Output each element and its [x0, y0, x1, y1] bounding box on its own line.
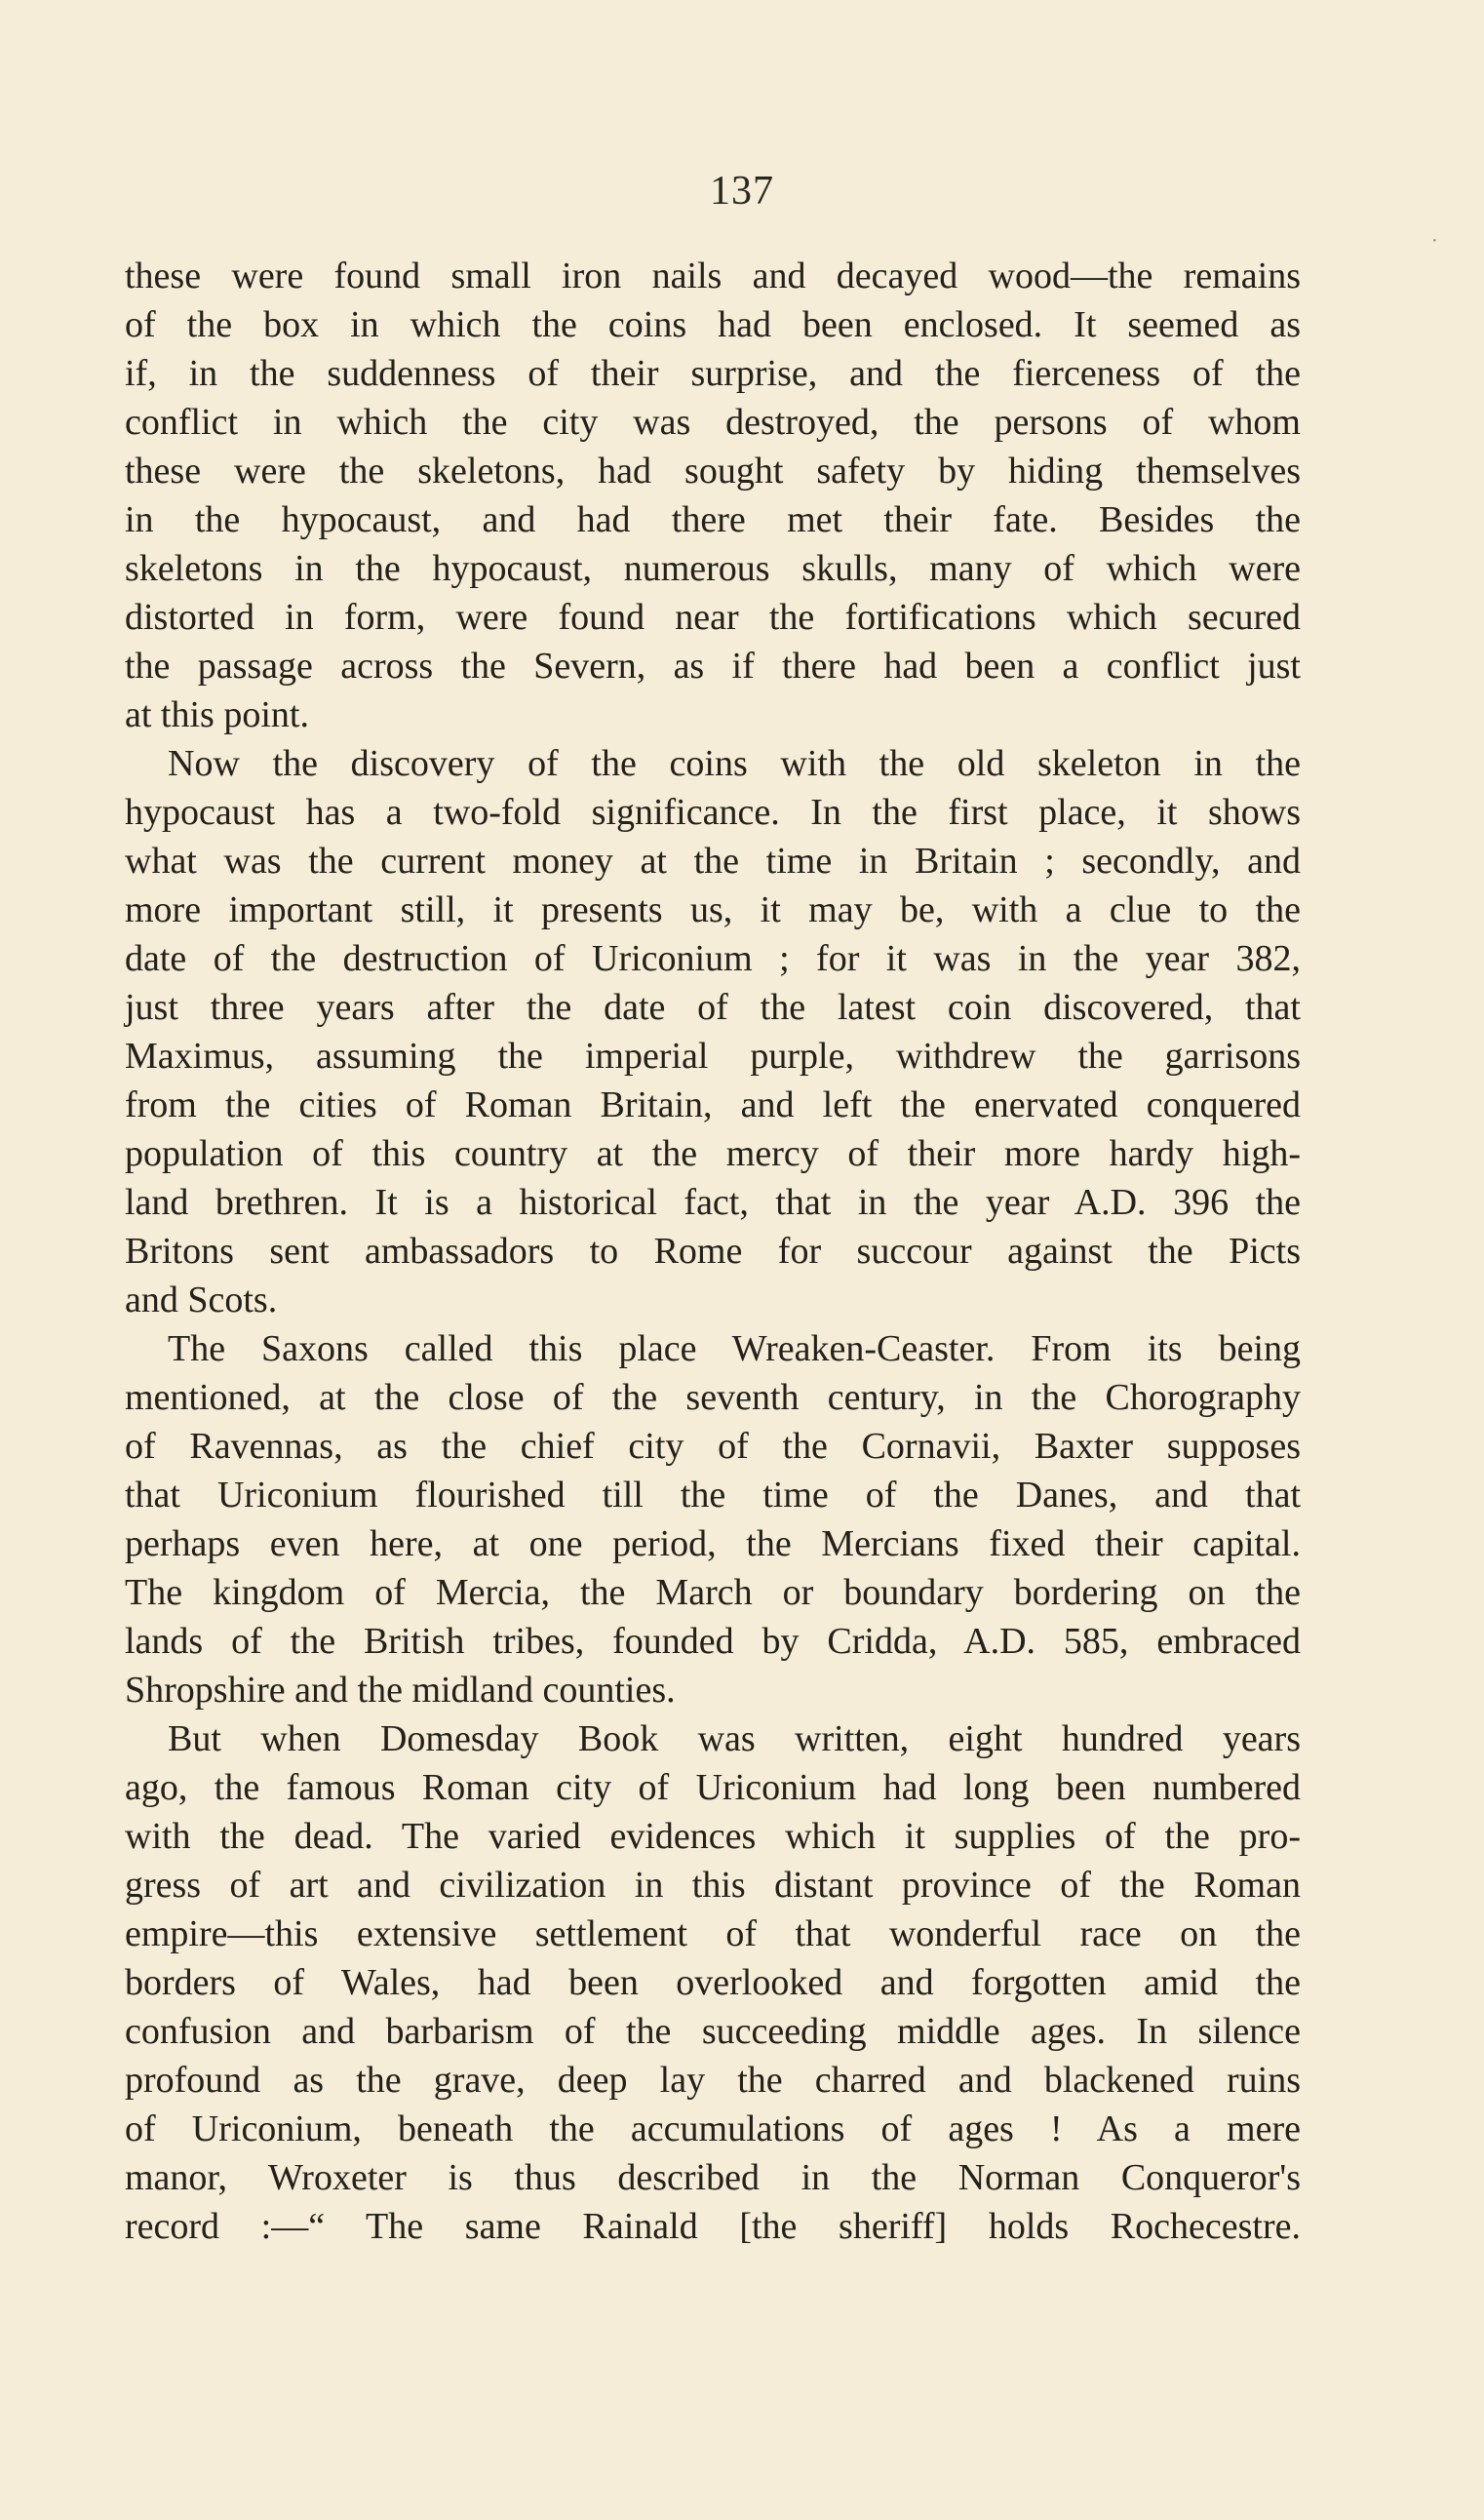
- text-line: if, in the suddenness of their surprise, and the fierceness of the: [125, 353, 1301, 394]
- text-line: gress of art and civilization in this distant province of the Roman: [125, 1865, 1301, 1906]
- text-line: of Uriconium, beneath the accumulations of ages ! As a mere: [125, 2108, 1301, 2149]
- text-line: just three years after the date of the latest coin discovered, that: [125, 987, 1301, 1028]
- text-line: what was the current money at the time in Britain ; secondly, and: [125, 841, 1301, 882]
- text-line: ago, the famous Roman city of Uriconium had long been numbered: [125, 1767, 1301, 1808]
- body-text: [125, 252, 1301, 2251]
- text-line: more important still, it presents us, it may be, with a clue to the: [125, 889, 1301, 930]
- text-line: The kingdom of Mercia, the March or boundary bordering on the: [125, 1572, 1301, 1613]
- text-line: borders of Wales, had been overlooked and forgotten amid the: [125, 1962, 1301, 2003]
- text-line: conflict in which the city was destroyed, the persons of whom: [125, 402, 1301, 443]
- text-line: mentioned, at the close of the seventh century, in the Chorography: [125, 1377, 1301, 1418]
- text-line: The Saxons called this place Wreaken-Ceaster. From its being: [168, 1328, 1301, 1369]
- text-line: record :—“ The same Rainald [the sheriff] holds Rochecestre.: [125, 2206, 1301, 2247]
- text-line: lands of the British tribes, founded by Cridda, A.D. 585, embraced: [125, 1621, 1301, 1662]
- text-line: date of the destruction of Uriconium ; for it was in the year 382,: [125, 938, 1301, 979]
- text-line: perhaps even here, at one period, the Mercians fixed their capital.: [125, 1523, 1301, 1564]
- text-line: Now the discovery of the coins with the old skeleton in the: [168, 743, 1301, 784]
- text-line: manor, Wroxeter is thus described in the Norman Conqueror's: [125, 2157, 1301, 2198]
- text-line: confusion and barbarism of the succeeding middle ages. In silence: [125, 2011, 1301, 2052]
- text-line: that Uriconium flourished till the time of the Danes, and that: [125, 1475, 1301, 1516]
- stray-mark: ·: [1431, 230, 1438, 252]
- text-line: land brethren. It is a historical fact, that in the year A.D. 396 the: [125, 1182, 1301, 1223]
- text-line: But when Domesday Book was written, eight hundred years: [168, 1718, 1301, 1759]
- text-line: in the hypocaust, and had there met their fate. Besides the: [125, 499, 1301, 540]
- text-line: and Scots.: [125, 1280, 278, 1320]
- page-number: 137: [710, 169, 774, 214]
- text-line: Shropshire and the midland counties.: [125, 1670, 676, 1711]
- text-line: population of this country at the mercy of their more hardy high-: [125, 1133, 1301, 1174]
- text-line: of Ravennas, as the chief city of the Cornavii, Baxter supposes: [125, 1426, 1301, 1467]
- text-line: distorted in form, were found near the fortifications which secured: [125, 597, 1301, 638]
- text-line: with the dead. The varied evidences which it supplies of the pro-: [125, 1816, 1301, 1857]
- text-line: these were the skeletons, had sought safety by hiding themselves: [125, 451, 1301, 492]
- text-line: from the cities of Roman Britain, and left the enervated conquered: [125, 1084, 1301, 1125]
- text-line: hypocaust has a two-fold significance. In the first place, it shows: [125, 792, 1301, 833]
- text-line: the passage across the Severn, as if there had been a conflict just: [125, 646, 1301, 687]
- text-line: at this point.: [125, 694, 309, 735]
- text-line: profound as the grave, deep lay the charred and blackened ruins: [125, 2060, 1301, 2101]
- text-line: Maximus, assuming the imperial purple, withdrew the garrisons: [125, 1036, 1301, 1077]
- text-line: skeletons in the hypocaust, numerous skulls, many of which were: [125, 548, 1301, 589]
- text-line: of the box in which the coins had been enclosed. It seemed as: [125, 304, 1301, 345]
- text-line: these were found small iron nails and decayed wood—the remains: [125, 256, 1301, 296]
- text-line: Britons sent ambassadors to Rome for succour against the Picts: [125, 1231, 1301, 1272]
- text-line: empire—this extensive settlement of that wonderful race on the: [125, 1913, 1301, 1954]
